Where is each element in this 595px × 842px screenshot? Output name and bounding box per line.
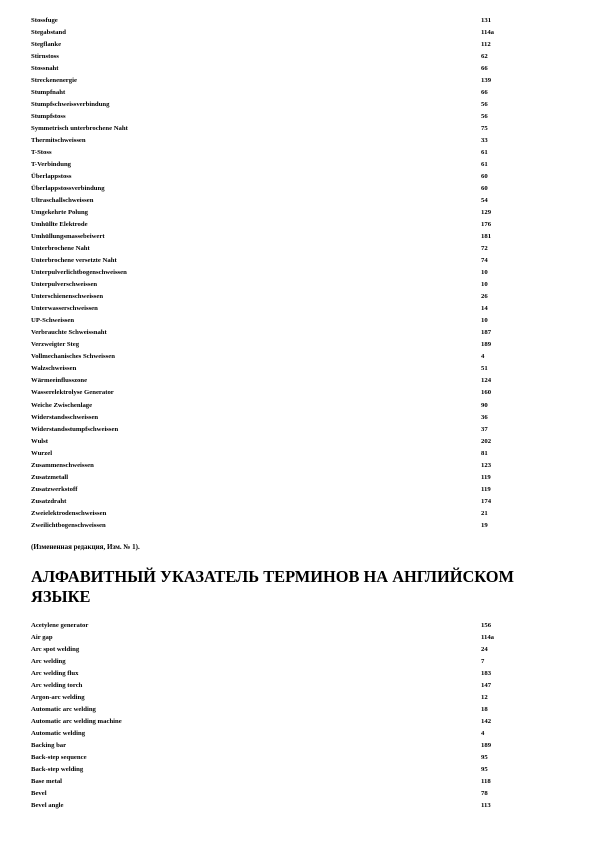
index-entry [31,75,551,87]
index-reference-number: 183 [481,670,492,678]
index-reference-number: 24 [481,646,488,654]
index-reference-number: 123 [481,461,492,469]
index-term: Unterschienenschweissen [31,293,104,301]
index-entry [31,363,551,375]
index-entry [31,620,551,632]
index-reference-number: 187 [481,329,492,337]
index-entry [31,339,551,351]
index-entry [31,147,551,159]
index-entry [31,171,551,183]
index-term: Widerstandsstumpfschweissen [31,425,119,433]
index-entry [31,484,551,496]
index-entry [31,472,551,484]
index-term: Wasserelektrolyse Generator [31,389,114,397]
index-reference-number: 112 [481,41,491,49]
index-term: Streckenenergie [31,77,77,85]
index-term: Walzschweissen [31,365,77,373]
index-reference-number: 33 [481,137,488,145]
index-reference-number: 61 [481,161,488,169]
index-entry [31,764,551,776]
index-reference-number: 129 [481,209,492,217]
index-entry [31,267,551,279]
index-reference-number: 10 [481,281,488,289]
index-entry [31,752,551,764]
index-entry [31,728,551,740]
index-term: Symmetrisch unterbrochene Naht [31,125,128,133]
index-entry [31,15,551,27]
index-reference-number: 75 [481,125,488,133]
index-term: Unterpulverlichtbogenschweissen [31,269,127,277]
index-reference-number: 4 [481,353,485,361]
index-term: Umhüllte Elektrode [31,221,88,229]
index-entry [31,704,551,716]
index-reference-number: 66 [481,65,488,73]
index-term: T-Stoss [31,149,52,157]
index-term: Überlappstossverbindung [31,185,105,193]
index-reference-number: 114a [481,634,495,642]
index-entry [31,656,551,668]
index-term: Stegflanke [31,41,62,49]
index-term: Automatic arc welding [31,706,96,714]
index-term: Back-step sequence [31,754,87,762]
index-reference-number: 81 [481,449,488,457]
index-entry [31,788,551,800]
index-term: Wärmeeinflusszone [31,377,88,385]
index-term: Unterpulverschweissen [31,281,98,289]
index-entry [31,291,551,303]
index-reference-number: 181 [481,233,492,241]
index-term: Zusatzmetall [31,473,69,481]
index-reference-number: 113 [481,802,491,810]
index-entry [31,63,551,75]
index-entry [31,87,551,99]
index-reference-number: 60 [481,173,488,181]
index-reference-number: 56 [481,113,488,121]
index-entry [31,195,551,207]
index-reference-number: 160 [481,389,492,397]
index-term: Stumpfnaht [31,89,66,97]
index-reference-number: 60 [481,185,488,193]
index-term: Unterwasserschweissen [31,305,98,313]
index-term: Stumpfschweissverbindung [31,101,110,109]
index-entry [31,123,551,135]
index-entry [31,99,551,111]
english-term-index [31,620,551,812]
index-term: Verzweigter Steg [31,341,80,349]
index-term: Unterbrochene versetzte Naht [31,257,117,265]
index-reference-number: 56 [481,101,488,109]
index-term: T-Verbindung [31,161,72,169]
index-reference-number: 21 [481,509,488,517]
index-reference-number: 124 [481,377,492,385]
index-term: Bevel angle [31,802,64,810]
index-entry [31,632,551,644]
index-entry [31,51,551,63]
index-term: Bevel [31,790,47,798]
index-reference-number: 4 [481,730,485,738]
index-reference-number: 26 [481,293,488,301]
index-term: Stossfuge [31,17,58,24]
index-term: Automatic welding [31,730,86,738]
german-term-index [31,15,551,532]
index-reference-number: 202 [481,437,492,445]
index-term: Argon-arc welding [31,694,85,702]
index-reference-number: 147 [481,682,492,690]
index-term: Umhüllungsmassebeiwert [31,233,105,241]
index-entry [31,351,551,363]
index-term: Weiche Zwischenlage [31,401,93,409]
revision-note: (Измененная редакция, Изм. № 1). [31,543,140,551]
index-entry [31,255,551,267]
index-term: Stegabstand [31,29,66,37]
index-entry [31,508,551,520]
index-reference-number: 66 [481,89,488,97]
index-reference-number: 156 [481,622,492,629]
index-term: Arc welding torch [31,682,83,690]
index-entry [31,692,551,704]
index-term: Widerstandsschweissen [31,413,99,421]
index-term: Arc spot welding [31,646,80,654]
index-term: Umgekehrte Polung [31,209,89,217]
index-term: Zusatzwerkstoff [31,485,78,493]
index-entry [31,460,551,472]
index-term: Back-step welding [31,766,84,774]
index-entry [31,496,551,508]
index-entry [31,387,551,399]
index-entry [31,644,551,656]
index-term: Arc welding flux [31,670,79,678]
index-reference-number: 19 [481,521,488,529]
index-entry [31,375,551,387]
index-entry [31,135,551,147]
index-entry [31,111,551,123]
index-entry [31,776,551,788]
index-reference-number: 142 [481,718,492,726]
index-term: Zusatzdraht [31,497,67,505]
index-term: UP-Schweissen [31,317,75,325]
index-term: Zweilichtbogenschweissen [31,521,106,529]
index-term: Unterbrochene Naht [31,245,90,253]
index-term: Base metal [31,778,63,786]
index-term: Acetylene generator [31,622,89,629]
index-reference-number: 12 [481,694,488,702]
index-reference-number: 62 [481,53,488,61]
index-entry [31,740,551,752]
index-reference-number: 10 [481,317,488,325]
index-entry [31,207,551,219]
index-term: Arc welding [31,658,66,666]
index-reference-number: 54 [481,197,488,205]
index-entry [31,183,551,195]
index-entry [31,279,551,291]
index-entry [31,412,551,424]
index-term: Überlappstoss [31,173,72,181]
index-reference-number: 139 [481,77,492,85]
index-entry [31,231,551,243]
index-term: Stossnaht [31,65,59,73]
index-reference-number: 95 [481,754,488,762]
index-reference-number: 176 [481,221,492,229]
index-reference-number: 36 [481,413,488,421]
index-term: Automatic arc welding machine [31,718,122,726]
index-term: Ultraschallschweissen [31,197,94,205]
index-entry [31,327,551,339]
index-entry [31,243,551,255]
index-term: Wurzel [31,449,53,457]
index-term: Air gap [31,634,53,642]
index-reference-number: 189 [481,341,492,349]
index-reference-number: 37 [481,425,488,433]
index-term: Stumpfstoss [31,113,66,121]
index-term: Zusammenschweissen [31,461,94,469]
index-entry [31,315,551,327]
index-reference-number: 74 [481,257,488,265]
index-term: Vollmechanisches Schweissen [31,353,115,361]
index-reference-number: 78 [481,790,488,798]
index-term: Stirnstoss [31,53,59,61]
index-entry [31,27,551,39]
index-reference-number: 119 [481,473,491,481]
index-entry [31,303,551,315]
index-term: Backing bar [31,742,67,750]
index-entry [31,680,551,692]
index-entry [31,800,551,812]
index-entry [31,400,551,412]
index-reference-number: 90 [481,401,488,409]
index-reference-number: 131 [481,17,492,24]
section-heading: АЛФАВИТНЫЙ УКАЗАТЕЛЬ ТЕРМИНОВ НА АНГЛИЙСКОМ ЯЗЫКЕ [31,567,514,606]
index-entry [31,448,551,460]
index-reference-number: 14 [481,305,488,313]
index-reference-number: 51 [481,365,488,373]
index-term: Verbrauchte Schweissnaht [31,329,107,337]
index-reference-number: 72 [481,245,488,253]
index-reference-number: 18 [481,706,488,714]
index-entry [31,219,551,231]
index-reference-number: 119 [481,485,491,493]
index-term: Zweielektrodenschweissen [31,509,107,517]
index-entry [31,159,551,171]
index-reference-number: 10 [481,269,488,277]
index-reference-number: 95 [481,766,488,774]
index-entry [31,668,551,680]
index-reference-number: 118 [481,778,491,786]
index-reference-number: 7 [481,658,485,666]
index-entry [31,39,551,51]
index-reference-number: 174 [481,497,492,505]
index-reference-number: 114a [481,29,495,37]
index-entry [31,716,551,728]
index-term: Thermitschweissen [31,137,86,145]
index-entry [31,436,551,448]
index-reference-number: 61 [481,149,488,157]
index-entry [31,520,551,532]
index-entry [31,424,551,436]
index-term: Wulst [31,437,48,445]
index-reference-number: 189 [481,742,492,750]
